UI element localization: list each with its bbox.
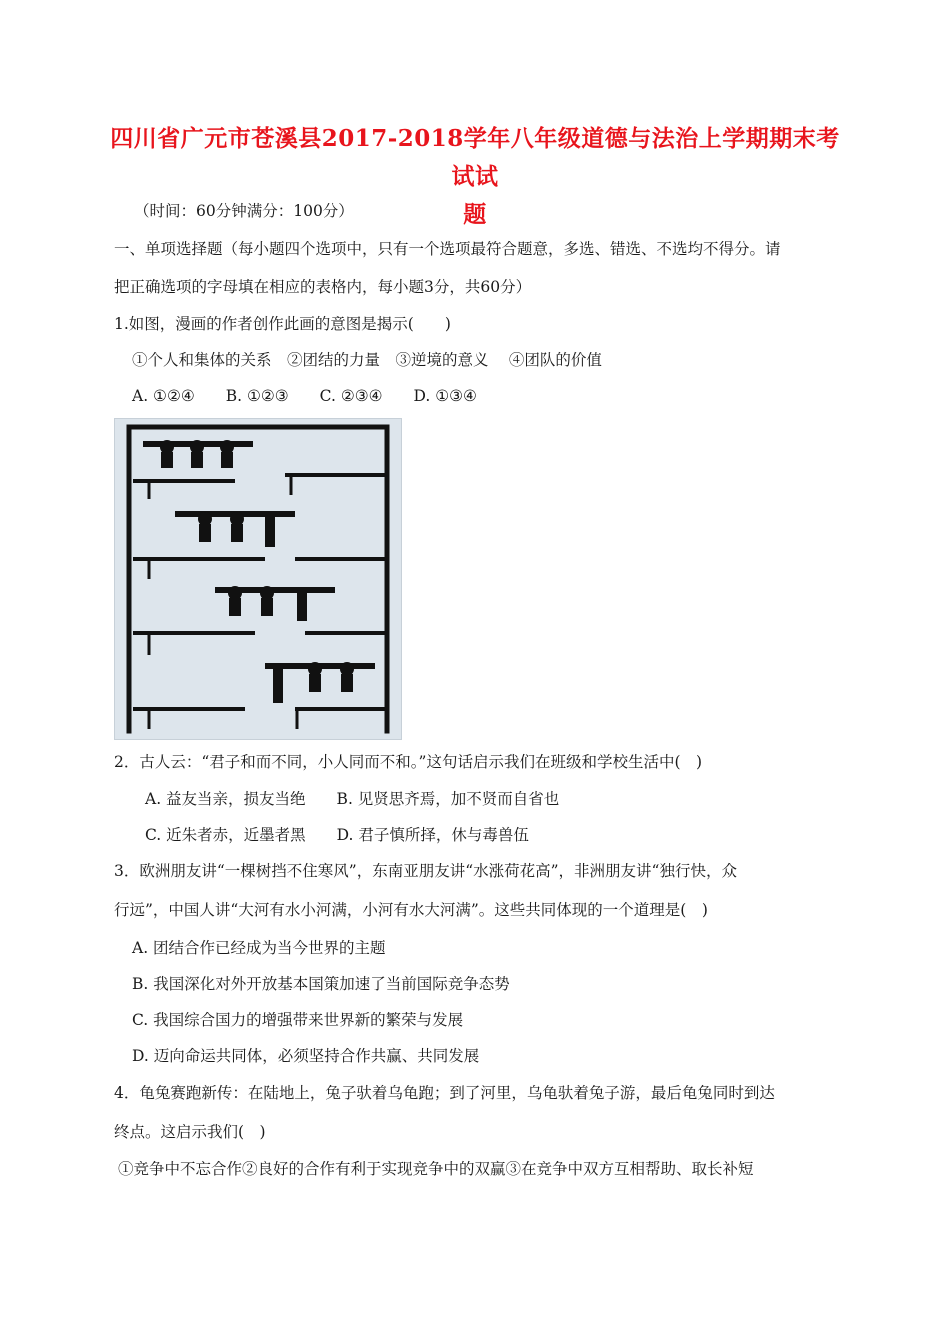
question-3-option-c: C. 我国综合国力的增强带来世界新的繁荣与发展: [132, 1011, 464, 1029]
title-line-2: 题: [463, 201, 487, 228]
question-4-stem-line-1: 4．龟兔赛跑新传：在陆地上，兔子驮着乌龟跑；到了河里，乌龟驮着兔子游，最后龟兔同时到达: [114, 1084, 775, 1102]
question-3-stem-line-2: 行远”，中国人讲“大河有水小河满，小河有水大河满”。这些共同体现的一个道理是( ): [114, 901, 708, 919]
question-1-stem: 1.如图，漫画的作者创作此画的意图是揭示( ): [114, 315, 451, 333]
question-3-stem-line-1: 3．欧洲朋友讲“一棵树挡不住寒风”，东南亚朋友讲“水涨荷花高”，非洲朋友讲“独行快，众: [114, 862, 737, 880]
question-2-stem: 2．古人云：“君子和而不同，小人同而不和。”这句话启示我们在班级和学校生活中( ): [114, 753, 703, 771]
question-1-statements: ①个人和集体的关系 ②团结的力量 ③逆境的意义 ④团队的价值: [132, 351, 602, 369]
question-3-option-b: B. 我国深化对外开放基本国策加速了当前国际竞争态势: [132, 975, 510, 993]
question-2-options-cd: C. 近朱者赤，近墨者黑 D. 君子慎所择，休与毒兽伍: [145, 826, 529, 844]
section-heading-line-1: 一、单项选择题（每小题四个选项中，只有一个选项最符合题意，多选、错选、不选均不得分。请: [114, 240, 781, 258]
question-3-option-a: A. 团结合作已经成为当今世界的主题: [132, 939, 386, 957]
cartoon-drawing: [115, 419, 401, 739]
title-line-1: 四川省广元市苍溪县2017-2018学年八年级道德与法治上学期期末考试试: [110, 125, 840, 190]
question-4-statements: ①竞争中不忘合作②良好的合作有利于实现竞争中的双赢③在竞争中双方互相帮助、取长补短: [118, 1160, 754, 1178]
question-1-options: A. ①②④ B. ①②③ C. ②③④ D. ①③④: [132, 387, 477, 405]
question-3-option-d: D. 迈向命运共同体，必须坚持合作共赢、共同发展: [132, 1047, 480, 1065]
section-heading-line-2: 把正确选项的字母填在相应的表格内，每小题3分，共60分）: [114, 278, 532, 296]
time-score-note: （时间：60分钟满分：100分）: [134, 202, 354, 220]
question-4-stem-line-2: 终点。这启示我们( ): [114, 1123, 266, 1141]
cartoon-image: [114, 418, 402, 740]
question-2-options-ab: A. 益友当亲，损友当绝 B. 见贤思齐焉，加不贤而自省也: [145, 790, 560, 808]
